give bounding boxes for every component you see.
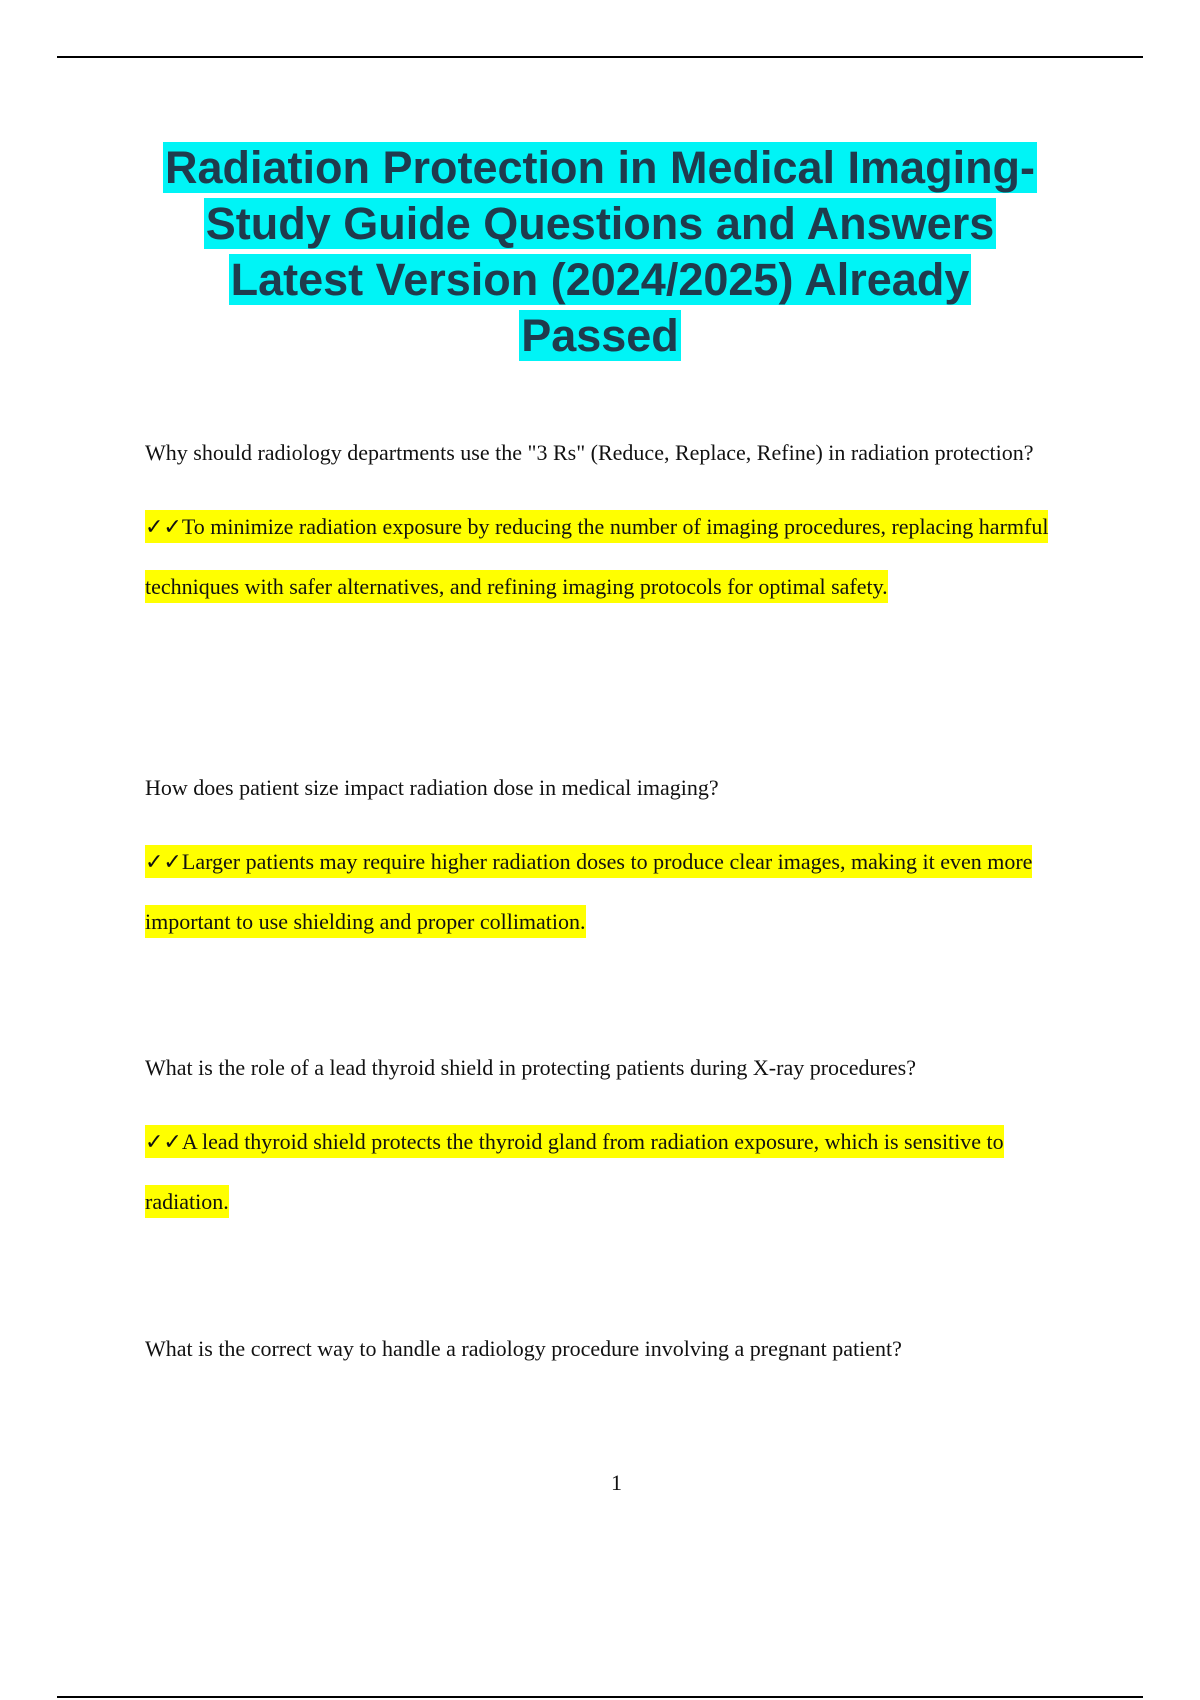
answer-text: ✓✓Larger patients may require higher radiation doses to produce clear images, making it even more important to use shielding and proper collimation. xyxy=(145,832,1075,951)
qa-item-3 xyxy=(145,1040,1075,1231)
title-line: Study Guide Questions and Answers xyxy=(205,198,995,249)
qa-item-2 xyxy=(145,760,1075,951)
question-text: Why should radiology departments use the "3 Rs" (Reduce, Replace, Refine) in radiation protection? xyxy=(145,440,1034,465)
answer-text: ✓✓A lead thyroid shield protects the thyroid gland from radiation exposure, which is sensitive to radiation. xyxy=(145,1112,1075,1231)
qa-item-4 xyxy=(145,1321,1075,1377)
double-check-icon: ✓✓ xyxy=(145,515,182,540)
title-line: Latest Version (2024/2025) Already xyxy=(230,254,970,305)
top-rule xyxy=(57,56,1143,58)
double-check-icon: ✓✓ xyxy=(145,1130,182,1155)
document-title xyxy=(100,140,1100,364)
question-text: How does patient size impact radiation dose in medical imaging? xyxy=(145,775,719,800)
double-check-icon: ✓✓ xyxy=(145,850,182,875)
answer-text: ✓✓To minimize radiation exposure by reducing the number of imaging procedures, replacing harmful techniques with safer alternatives, and refining imaging protocols for optimal safety. xyxy=(145,497,1075,616)
title-line: Passed xyxy=(521,310,679,361)
question-text: What is the correct way to handle a radiology procedure involving a pregnant patient? xyxy=(145,1336,902,1361)
bottom-rule xyxy=(57,1696,1143,1698)
question-text: What is the role of a lead thyroid shield in protecting patients during X-ray procedures? xyxy=(145,1055,916,1080)
title-line: Radiation Protection in Medical Imaging- xyxy=(164,142,1036,193)
page-number: 1 xyxy=(611,1470,622,1495)
qa-item-1 xyxy=(145,425,1075,616)
